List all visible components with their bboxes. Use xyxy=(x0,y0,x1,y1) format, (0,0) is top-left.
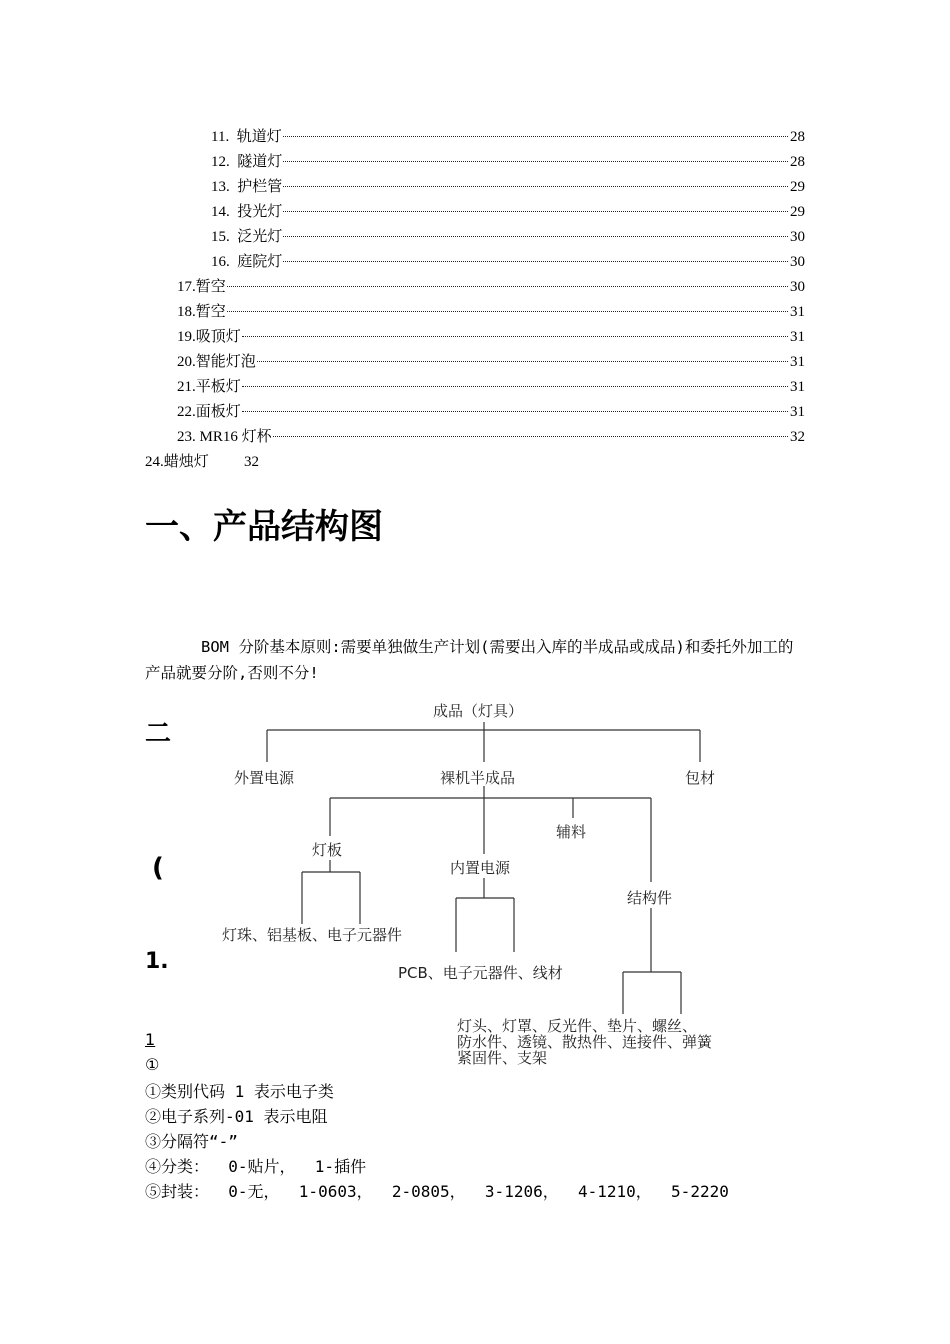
toc-leader-dots xyxy=(283,186,788,187)
product-structure-diagram xyxy=(200,696,780,1076)
toc-item-label: 20.智能灯泡 xyxy=(177,354,256,370)
toc-page-number: 31 xyxy=(790,404,805,420)
toc-item-label: 庭院灯 xyxy=(237,254,283,270)
toc-item-number: 11. xyxy=(211,129,230,145)
diagram-node-structure-parts: 紧固件、支架 xyxy=(457,1049,548,1067)
coding-line-5: ⑤封装： 0-无， 1-0603， 2-0805， 3-1206， 4-1210， 5-2220 xyxy=(145,1182,729,1201)
toc-spacer xyxy=(230,227,238,247)
toc-item-label: 21.平板灯 xyxy=(177,379,241,395)
toc-leader-dots xyxy=(283,211,788,212)
diagram-node-light-board: 灯板 xyxy=(312,841,343,859)
toc-page-number: 30 xyxy=(790,254,805,270)
toc-leader-dots xyxy=(242,336,788,337)
diagram-node-root: 成品（灯具） xyxy=(433,702,524,720)
toc-item-label[interactable]: 24.蜡烛灯 xyxy=(145,454,209,470)
section-title: 一、产品结构图 xyxy=(145,507,383,547)
hidden-heading-fragment: 1 xyxy=(145,1030,156,1049)
toc-item-label: 轨道灯 xyxy=(236,129,282,145)
toc-item-label: 泛光灯 xyxy=(237,229,283,245)
coding-line-1: ①类别代码 1 表示电子类 xyxy=(145,1082,334,1101)
diagram-node-structure-parts: 防水件、透镜、散热件、连接件、弹簧 xyxy=(457,1033,713,1051)
toc-page-number: 28 xyxy=(790,129,805,145)
diagram-node-packaging: 包材 xyxy=(685,769,716,787)
toc-spacer xyxy=(230,252,238,272)
toc-item-label: 17.暂空 xyxy=(177,279,226,295)
toc-item[interactable] xyxy=(211,227,805,247)
toc-leader-dots xyxy=(283,236,788,237)
toc-leader-dots xyxy=(283,136,788,137)
toc-leader-dots xyxy=(227,311,788,312)
hidden-heading-fragment: ① xyxy=(145,1055,160,1074)
toc-item-label: 护栏管 xyxy=(237,179,283,195)
diagram-node-structure: 结构件 xyxy=(627,889,673,907)
toc-page-number: 30 xyxy=(790,229,805,245)
toc-spacer xyxy=(229,127,237,147)
toc-item[interactable] xyxy=(177,377,805,397)
toc-item[interactable] xyxy=(177,402,805,422)
toc-page-number: 30 xyxy=(790,279,805,295)
toc-leader-dots xyxy=(227,286,788,287)
toc-spacer xyxy=(230,202,238,222)
toc-item[interactable] xyxy=(177,327,805,347)
coding-line-4: ④分类： 0-贴片， 1-插件 xyxy=(145,1157,367,1176)
toc-item[interactable] xyxy=(177,427,805,447)
diagram-node-structure-parts: 灯头、灯罩、反光件、垫片、螺丝、 xyxy=(457,1017,698,1035)
toc-item-number: 12. xyxy=(211,154,230,170)
toc-page-number: 32 xyxy=(244,454,259,470)
toc-page-number: 31 xyxy=(790,329,805,345)
toc-page-number: 31 xyxy=(790,354,805,370)
toc-item-number: 14. xyxy=(211,204,230,220)
toc-item-number: 15. xyxy=(211,229,230,245)
diagram-node-external-power: 外置电源 xyxy=(234,769,295,787)
toc-leader-dots xyxy=(257,361,788,362)
toc-page-number: 31 xyxy=(790,304,805,320)
toc-item-label: 隧道灯 xyxy=(237,154,283,170)
toc-item[interactable] xyxy=(177,352,805,372)
toc-leader-dots xyxy=(242,386,788,387)
toc-item[interactable] xyxy=(211,252,805,272)
toc-page-number: 32 xyxy=(790,429,805,445)
toc-item-label: 18.暂空 xyxy=(177,304,226,320)
toc-item[interactable] xyxy=(177,302,805,322)
diagram-node-internal-power: 内置电源 xyxy=(450,859,511,877)
hidden-heading-fragment: 1. xyxy=(145,949,169,974)
toc-item-number: 16. xyxy=(211,254,230,270)
toc-item-label: 22.面板灯 xyxy=(177,404,241,420)
toc-leader-dots xyxy=(242,411,788,412)
toc-leader-dots xyxy=(283,161,788,162)
toc-item-label: 23. MR16 灯杯 xyxy=(177,429,272,445)
toc-item[interactable] xyxy=(177,277,805,297)
hidden-heading-fragment: ( xyxy=(152,853,164,883)
toc-page-number: 28 xyxy=(790,154,805,170)
coding-line-2: ②电子系列-01 表示电阻 xyxy=(145,1107,328,1126)
toc-spacer xyxy=(230,177,238,197)
toc-item-label: 19.吸顶灯 xyxy=(177,329,241,345)
bom-principle-paragraph: BOM 分阶基本原则:需要单独做生产计划(需要出入库的半成品或成品)和委托外加工的产品就要分阶,否则不分! xyxy=(145,638,794,682)
toc-leader-dots xyxy=(283,261,788,262)
hidden-heading-fragment: 二 xyxy=(145,719,172,749)
toc-page-number: 31 xyxy=(790,379,805,395)
toc-item[interactable] xyxy=(211,127,805,147)
toc-item-number: 13. xyxy=(211,179,230,195)
toc-page-number: 29 xyxy=(790,179,805,195)
toc-spacer xyxy=(230,152,238,172)
toc-item[interactable] xyxy=(211,177,805,197)
coding-line-3: ③分隔符“-” xyxy=(145,1132,238,1151)
toc-page-number: 29 xyxy=(790,204,805,220)
diagram-node-power-parts: PCB、电子元器件、线材 xyxy=(398,964,563,982)
diagram-node-auxiliary: 辅料 xyxy=(556,823,587,841)
diagram-node-board-parts: 灯珠、铝基板、电子元器件 xyxy=(222,926,403,944)
toc-item-label: 投光灯 xyxy=(237,204,283,220)
diagram-node-semi-finished: 裸机半成品 xyxy=(440,769,516,787)
toc-item[interactable] xyxy=(211,152,805,172)
toc-leader-dots xyxy=(273,436,788,437)
toc-item[interactable] xyxy=(211,202,805,222)
